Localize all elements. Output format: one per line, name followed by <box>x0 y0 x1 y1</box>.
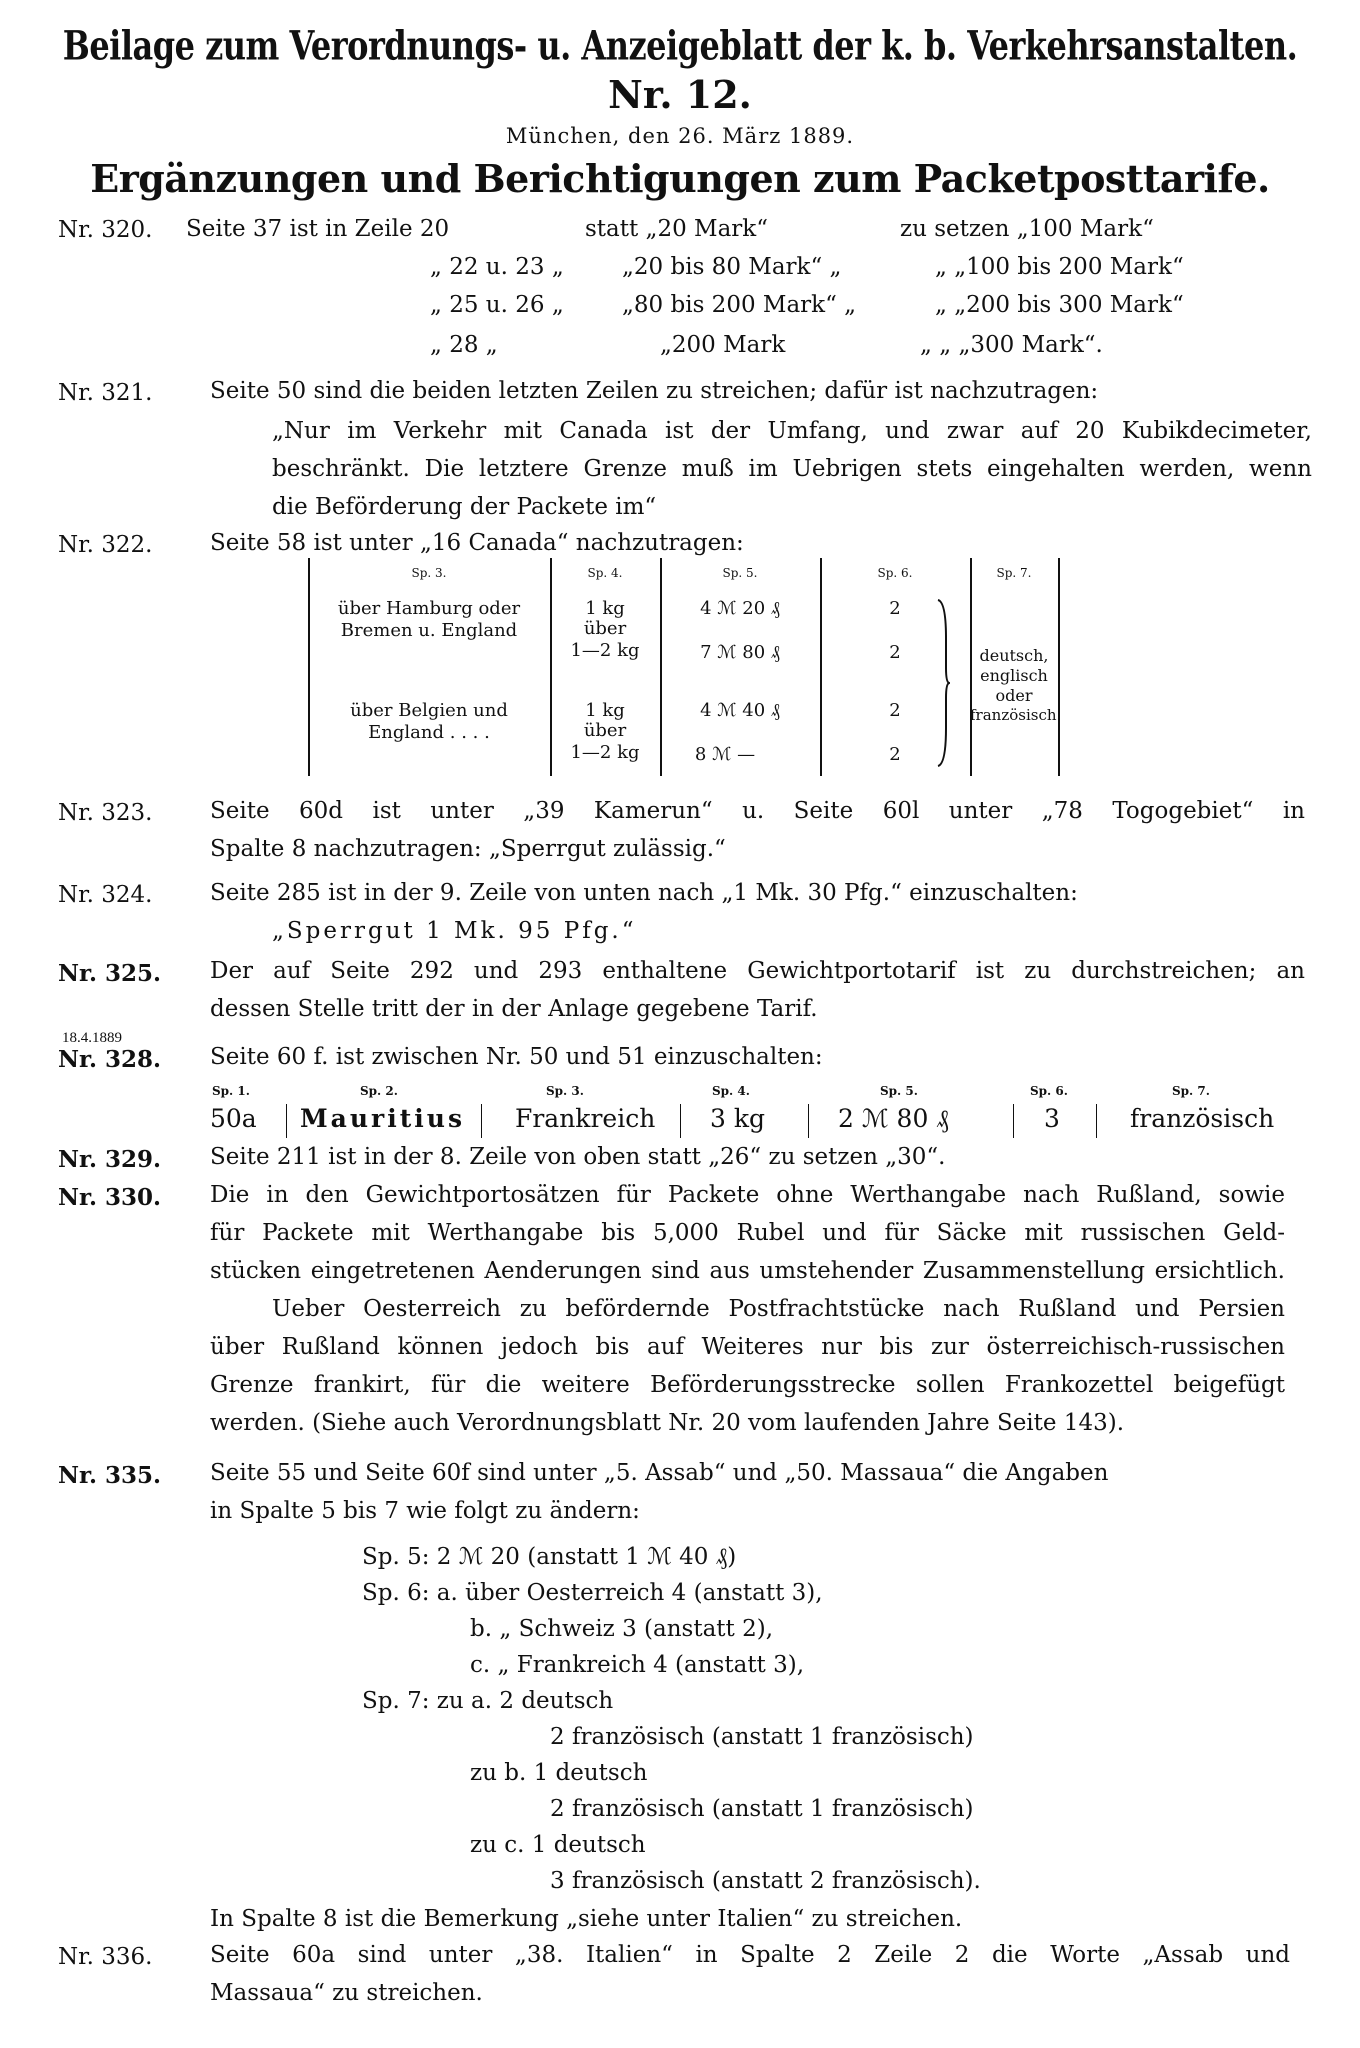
column-rule <box>1013 1104 1014 1138</box>
weight-cell: 1 kg <box>585 700 625 721</box>
entry-text: Seite 211 ist in der 8. Zeile von oben statt „26“ zu setzen „30“. <box>210 1144 946 1170</box>
column-header: Sp. 3. <box>411 566 447 580</box>
table-rule <box>1058 558 1060 776</box>
price-cell: 4 ℳ 40 ₰ <box>700 700 780 721</box>
sp6-cell: 2 <box>889 642 901 663</box>
entry-text: „ 28 „ <box>430 332 498 358</box>
entry-text: in Spalte 5 bis 7 wie folgt zu ändern: <box>210 1498 640 1524</box>
entry-text: Massaua“ zu streichen. <box>210 1980 483 2006</box>
change-item: 2 französisch (anstatt 1 französisch) <box>550 1724 974 1750</box>
value-cell: 2 ℳ 80 ₰ <box>838 1104 949 1133</box>
supplement-heading: Beilage zum Verordnungs- u. Anzeigeblatt der k. b. Verkehrsanstalten. <box>62 22 1298 70</box>
entry-number: Nr. 320. <box>58 217 153 243</box>
entry-text: über Rußland können jedoch bis auf Weiteres nur bis zur österreichisch-russischen <box>210 1334 1285 1360</box>
entry-text: „Sperrgut 1 Mk. 95 Pfg.“ <box>272 918 637 944</box>
route-cell: über Belgien und <box>350 700 508 721</box>
quote-line: beschränkt. Die letztere Grenze muß im Uebrigen stets eingehalten werden, wenn <box>272 456 1312 482</box>
language-cell: deutsch, <box>979 646 1049 665</box>
weight-cell: 1—2 kg <box>570 640 640 661</box>
entry-number: Nr. 321. <box>58 380 153 406</box>
canada-tariff-table <box>308 558 1060 776</box>
place-date: München, den 26. März 1889. <box>505 124 855 148</box>
value-cell: Frankreich <box>515 1104 656 1133</box>
price-cell: 8 ℳ — <box>694 744 756 765</box>
column-rule <box>680 1104 681 1138</box>
change-item: zu c. 1 deutsch <box>470 1832 646 1858</box>
entry-text: Seite 37 ist in Zeile 20 <box>186 216 450 242</box>
column-header: Sp. 7. <box>996 566 1032 580</box>
entry-number: Nr. 336. <box>58 1944 153 1970</box>
language-cell: oder <box>995 686 1033 705</box>
value-cell: 3 kg <box>710 1104 766 1133</box>
entry-text: Seite 50 sind die beiden letzten Zeilen zu streichen; dafür ist nachzutragen: <box>210 378 1099 404</box>
route-cell: Bremen u. England <box>340 620 518 641</box>
document-title: Ergänzungen und Berichtigungen zum Packetposttarife. <box>90 156 1270 201</box>
value-cell: französisch <box>1130 1104 1275 1133</box>
value-cell: 3 <box>1044 1104 1060 1133</box>
route-cell: über Hamburg oder <box>337 598 521 619</box>
column-header: Sp. 2. <box>360 1084 398 1098</box>
entry-text: Ueber Oesterreich zu befördernde Postfrachtstücke nach Rußland und Persien <box>272 1296 1285 1322</box>
column-rule <box>808 1104 809 1138</box>
change-item: 3 französisch (anstatt 2 französisch). <box>550 1868 981 1894</box>
column-header: Sp. 5. <box>722 566 758 580</box>
route-cell: England . . . . <box>368 722 490 743</box>
change-item: Sp. 6: a. über Oesterreich 4 (anstatt 3), <box>362 1580 823 1606</box>
entry-text: „ 25 u. 26 „ <box>430 292 564 318</box>
weight-cell: 1 kg <box>585 598 625 619</box>
entry-number: Nr. 322. <box>58 532 153 558</box>
entry-text: „ 22 u. 23 „ <box>430 254 564 280</box>
entry-text: zu setzen „100 Mark“ <box>900 216 1154 242</box>
column-header: Sp. 4. <box>587 566 623 580</box>
price-cell: 4 ℳ 20 ₰ <box>700 598 780 619</box>
column-rule <box>481 1104 482 1138</box>
change-item: 2 französisch (anstatt 1 französisch) <box>550 1796 974 1822</box>
entry-text: „20 bis 80 Mark“ „ <box>622 254 842 280</box>
entry-number: Nr. 324. <box>58 882 153 908</box>
change-item: Sp. 5: 2 ℳ 20 (anstatt 1 ℳ 40 ₰) <box>362 1544 737 1570</box>
sp6-cell: 2 <box>889 598 901 619</box>
column-header: Sp. 6. <box>1030 1084 1068 1098</box>
quote-line: die Beförderung der Packete im“ <box>272 494 657 520</box>
table-rule <box>308 558 310 776</box>
column-header: Sp. 1. <box>212 1084 250 1098</box>
language-cell: englisch <box>980 666 1048 685</box>
entry-number: Nr. 335. <box>58 1462 162 1489</box>
price-cell: 7 ℳ 80 ₰ <box>700 642 780 663</box>
change-item: b. „ Schweiz 3 (anstatt 2), <box>470 1616 774 1642</box>
entry-text: dessen Stelle tritt der in der Anlage gegebene Tarif. <box>210 996 818 1022</box>
column-header: Sp. 5. <box>880 1084 918 1098</box>
entry-text: „ „200 bis 300 Mark“ <box>935 292 1184 318</box>
column-header: Sp. 6. <box>877 566 913 580</box>
entry-text: Der auf Seite 292 und 293 enthaltene Gewichtportotarif ist zu durchstreichen; an <box>210 958 1305 984</box>
value-cell: Mauritius <box>300 1104 466 1133</box>
entry-text: In Spalte 8 ist die Bemerkung „siehe unter Italien“ zu streichen. <box>210 1906 963 1932</box>
entry-text: stücken eingetretenen Aenderungen sind aus umstehender Zusammenstellung ersichtlich. <box>210 1258 1285 1284</box>
entry-number: Nr. 323. <box>58 800 153 826</box>
entry-text: Seite 60a sind unter „38. Italien“ in Spalte 2 Zeile 2 die Worte „Assab und <box>210 1942 1290 1968</box>
value-cell: 50a <box>210 1104 257 1133</box>
quote-line: „Nur im Verkehr mit Canada ist der Umfang, und zwar auf 20 Kubikdecimeter, <box>272 418 1312 444</box>
entry-text: Seite 60d ist unter „39 Kamerun“ u. Seite 60l unter „78 Togogebiet“ in <box>210 798 1305 824</box>
column-rule <box>286 1104 287 1138</box>
entry-text: statt „20 Mark“ <box>585 216 769 242</box>
entry-text: werden. (Siehe auch Verordnungsblatt Nr. 20 vom laufenden Jahre Seite 143). <box>210 1410 1125 1436</box>
language-cell: französisch. <box>970 706 1062 724</box>
entry-text: Seite 60 f. ist zwischen Nr. 50 und 51 einzuschalten: <box>210 1044 823 1070</box>
entry-text: Seite 55 und Seite 60f sind unter „5. Assab“ und „50. Massaua“ die Angaben <box>210 1460 1109 1486</box>
column-header: Sp. 4. <box>712 1084 750 1098</box>
entry-number: Nr. 330. <box>58 1184 162 1211</box>
curly-brace <box>936 598 950 768</box>
entry-number: Nr. 329. <box>58 1146 162 1173</box>
issue-number: Nr. 12. <box>608 72 752 117</box>
entry-text: „ „ „300 Mark“. <box>920 332 1103 358</box>
handwritten-date-note: 18.4.1889 <box>62 1030 122 1046</box>
entry-text: Die in den Gewichtportosätzen für Packete ohne Werthangabe nach Rußland, sowie <box>210 1182 1285 1208</box>
entry-text: „80 bis 200 Mark“ „ <box>622 292 857 318</box>
column-header: Sp. 3. <box>546 1084 584 1098</box>
weight-cell: über <box>583 720 627 741</box>
entry-text: Grenze frankirt, für die weitere Beförderungsstrecke sollen Frankozettel beigefügt <box>210 1372 1285 1398</box>
entry-text: Seite 285 ist in der 9. Zeile von unten nach „1 Mk. 30 Pfg.“ einzuschalten: <box>210 880 1078 906</box>
entry-text: Spalte 8 nachzutragen: „Sperrgut zulässig.“ <box>210 836 726 862</box>
column-rule <box>1096 1104 1097 1138</box>
column-header: Sp. 7. <box>1172 1084 1210 1098</box>
change-item: c. „ Frankreich 4 (anstatt 3), <box>470 1652 805 1678</box>
change-item: zu b. 1 deutsch <box>470 1760 648 1786</box>
weight-cell: 1—2 kg <box>570 742 640 763</box>
entry-text: Seite 58 ist unter „16 Canada“ nachzutragen: <box>210 530 744 556</box>
sp6-cell: 2 <box>889 744 901 765</box>
change-item: Sp. 7: zu a. 2 deutsch <box>362 1688 614 1714</box>
entry-text: „ „100 bis 200 Mark“ <box>935 254 1184 280</box>
entry-text: für Packete mit Werthangabe bis 5,000 Rubel und für Säcke mit russischen Geld- <box>210 1220 1285 1246</box>
entry-number: Nr. 328. <box>58 1046 162 1073</box>
sp6-cell: 2 <box>889 700 901 721</box>
weight-cell: über <box>583 618 627 639</box>
entry-text: „200 Mark <box>660 332 786 358</box>
entry-number: Nr. 325. <box>58 960 162 987</box>
